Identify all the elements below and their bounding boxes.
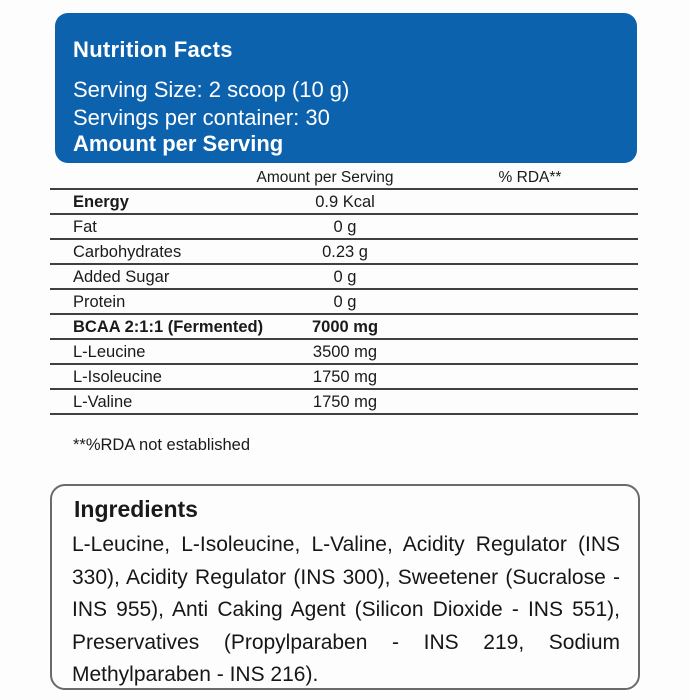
column-header-rda: % RDA** <box>498 169 562 186</box>
row-label: Fat <box>73 218 97 236</box>
ingredients-title: Ingredients <box>74 496 198 522</box>
ingredients-box <box>50 484 640 690</box>
row-amount: 0 g <box>333 293 357 311</box>
row-label: Protein <box>73 293 126 311</box>
row-amount: 3500 mg <box>312 343 378 361</box>
row-label: L-Valine <box>73 393 133 411</box>
row-amount: 0.23 g <box>322 243 368 261</box>
row-label: Added Sugar <box>73 268 170 286</box>
servings-per-container-text: Servings per container: 30 <box>73 105 330 130</box>
table-row-protein <box>50 290 638 315</box>
row-amount: 0 g <box>333 268 357 286</box>
nutrition-facts-header-panel <box>55 13 637 163</box>
table-row-added-sugar <box>50 265 638 290</box>
table-row-bcaa <box>50 315 638 340</box>
row-amount: 0.9 Kcal <box>315 193 375 211</box>
table-row-l-valine <box>50 390 638 415</box>
ingredients-text: L-Leucine, L-Isoleucine, L-Valine, Acidity Regulator (INS 330), Acidity Regulator (INS 300), Sweetener (Sucralose - INS 955), Anti Caking Agent (Silicon Dioxide - INS 551), Preservatives (Propylparaben - INS 219, Sodium Methylparaben - INS 216). <box>72 533 620 686</box>
row-label: L-Isoleucine <box>73 368 162 386</box>
table-row-energy <box>50 190 638 215</box>
row-amount: 1750 mg <box>312 393 378 411</box>
row-label: Carbohydrates <box>73 243 182 261</box>
column-header-amount-per-serving: Amount per Serving <box>256 169 394 186</box>
nutrition-table <box>50 165 638 415</box>
row-amount: 0 g <box>333 218 357 236</box>
amount-per-serving-heading: Amount per Serving <box>73 131 284 156</box>
table-row-fat <box>50 215 638 240</box>
row-label: Energy <box>73 193 129 211</box>
row-amount: 7000 mg <box>311 318 379 336</box>
table-row-carbohydrates <box>50 240 638 265</box>
row-label: BCAA 2:1:1 (Fermented) <box>73 318 264 336</box>
row-amount: 1750 mg <box>312 368 378 386</box>
table-row-l-isoleucine <box>50 365 638 390</box>
rda-footnote: **%RDA not established <box>73 436 251 454</box>
serving-size-text: Serving Size: 2 scoop (10 g) <box>73 77 350 102</box>
row-label: L-Leucine <box>73 343 146 361</box>
table-row-l-leucine <box>50 340 638 365</box>
nutrition-facts-title: Nutrition Facts <box>73 37 233 62</box>
nutrition-table-header-row <box>50 165 638 190</box>
